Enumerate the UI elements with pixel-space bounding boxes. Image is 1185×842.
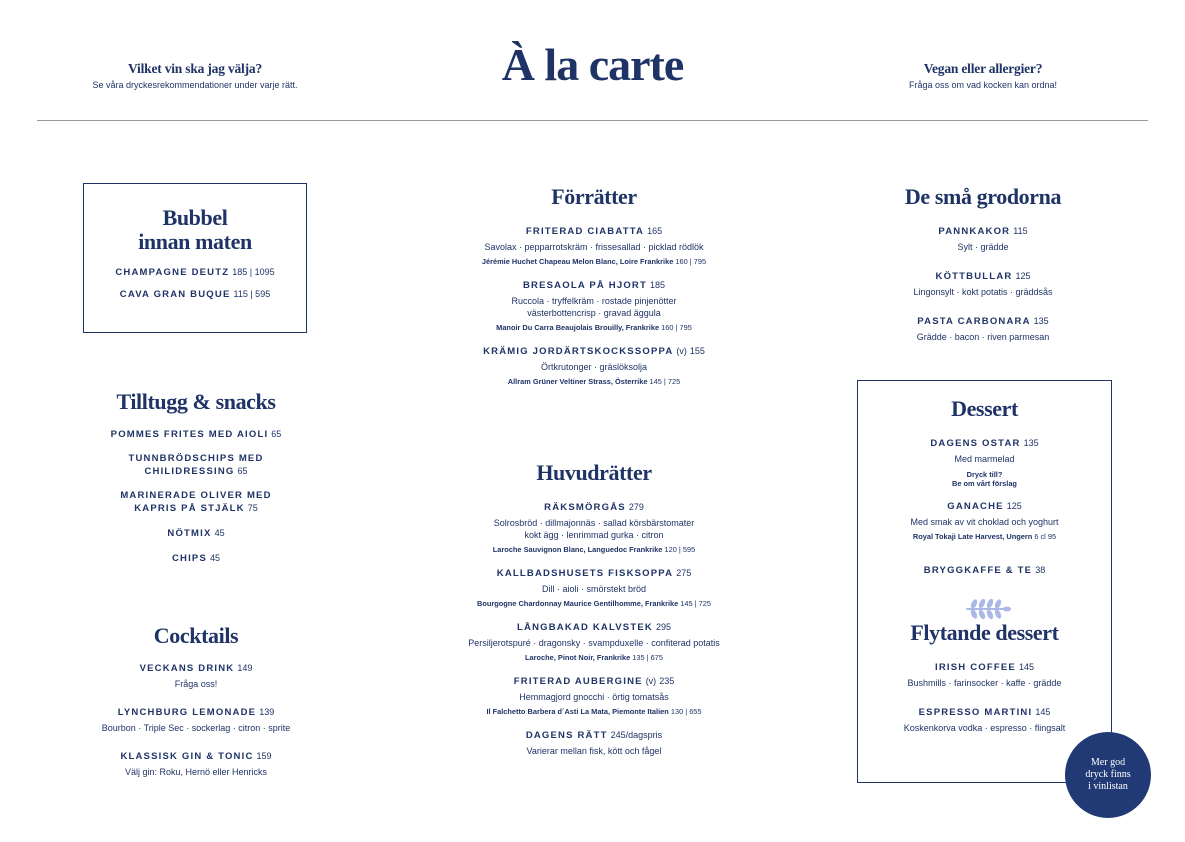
item-name: VECKANS DRINK — [139, 663, 235, 674]
page-title: À la carte — [501, 39, 684, 90]
header-divider — [37, 120, 1148, 121]
wine-pairing — [444, 707, 744, 717]
item-description: Dill · aioli · smörstekt bröd — [541, 584, 647, 594]
item-name: CHIPS — [171, 553, 208, 564]
item-name: PASTA CARBONARA — [917, 316, 1031, 327]
wine-price: 135 | 675 — [632, 653, 663, 662]
wine-pairing — [444, 599, 744, 609]
menu-item — [444, 621, 744, 663]
item-description: Bushmills · farinsocker · kaffe · grädde — [907, 678, 1062, 688]
item-price: 75 — [247, 503, 258, 513]
item-description: Hemmagjord gnocchi · örtig tomatsås — [519, 692, 669, 702]
menu-item — [444, 729, 744, 757]
wine-price: 160 | 795 — [675, 257, 707, 266]
wine-price: 120 | 595 — [664, 545, 696, 554]
item-name: KALLBADSHUSETS FISKSOPPA — [496, 568, 674, 579]
menu-item — [444, 567, 744, 609]
menu-item — [444, 225, 744, 267]
menu-item — [62, 490, 330, 515]
menu-item — [858, 437, 1111, 488]
wine-help-question: Vilket vin ska jag välja? — [127, 61, 262, 76]
item-name: KLASSISK GIN & TONIC — [120, 751, 254, 762]
menu-item — [848, 270, 1118, 298]
item-price: 279 — [628, 502, 644, 512]
menu-item — [62, 750, 330, 778]
menu-item — [858, 500, 1111, 542]
item-description: Varierar mellan fisk, kött och fågel — [526, 746, 662, 756]
item-name: IRISH COFFEE — [935, 662, 1016, 673]
wine-pairing — [444, 257, 744, 267]
item-price: 145 — [1018, 662, 1034, 672]
bubbel-title: Bubbel innan maten — [138, 205, 252, 254]
allergy-help-block — [853, 61, 1113, 90]
item-name: POMMES FRITES MED AIOLI — [110, 429, 269, 440]
huvudratter-section — [444, 461, 744, 769]
wine-pairing — [444, 323, 744, 333]
cocktails-title: Cocktails — [153, 623, 239, 648]
wine-pairing — [444, 377, 744, 387]
wine-name: Allram Grüner Veltiner Strass, Österrike — [507, 377, 648, 386]
menu-item — [848, 225, 1118, 253]
item-price: 139 — [259, 707, 275, 717]
item-price: 135 — [1033, 316, 1049, 326]
item-name: ESPRESSO MARTINI — [918, 707, 1033, 718]
allergy-help-sub: Fråga oss om vad kocken kan ordna! — [908, 80, 1058, 90]
item-price: 125 — [1015, 271, 1031, 281]
allergy-help-question: Vegan eller allergier? — [923, 61, 1043, 76]
item-price: 185 — [650, 280, 666, 290]
item-name: KRÄMIG JORDÄRTSKOCKSSOPPA — [483, 346, 674, 357]
menu-item — [444, 675, 744, 717]
dessert-title: Dessert — [951, 396, 1018, 421]
item-name: TUNNBRÖDSCHIPS MED — [128, 453, 264, 464]
item-description: Persiljerotspuré · dragonsky · svampduxelle · confiterad potatis — [468, 638, 720, 648]
item-price: 155 — [689, 346, 705, 356]
item-name: RÄKSMÖRGÅS — [544, 502, 626, 513]
menu-item — [444, 501, 744, 555]
menu-item — [858, 564, 1111, 577]
item-description: Med smak av vit choklad och yoghurt — [910, 517, 1059, 527]
wine-list-badge: Mer god dryck finns i vinlistan — [1065, 732, 1151, 818]
item-name: CHILIDRESSING — [144, 466, 235, 477]
item-name: BRYGGKAFFE & TE — [923, 565, 1033, 576]
menu-item — [62, 662, 330, 690]
item-name: FRITERAD AUBERGINE — [513, 676, 643, 687]
item-price: 115 — [1013, 226, 1028, 236]
item-description: kokt ägg · lenrimmad gurka · citron — [524, 530, 664, 540]
wine-name: Laroche, Pinot Noir, Frankrike — [525, 653, 631, 662]
item-description: Grädde · bacon · riven parmesan — [916, 332, 1050, 342]
item-description: Sylt · grädde — [957, 242, 1009, 252]
menu-item — [84, 266, 306, 279]
wine-price: 145 | 725 — [680, 599, 711, 608]
item-price: 115 | 595 — [233, 289, 271, 299]
menu-item — [444, 345, 744, 387]
item-name: FRITERAD CIABATTA — [525, 226, 645, 237]
menu-item — [858, 661, 1111, 689]
wine-pairing — [858, 532, 1111, 542]
drink-note: Be om vårt förslag — [952, 479, 1017, 488]
cocktails-section — [62, 624, 330, 790]
wine-name: Manoir Du Carra Beaujolais Brouilly, Frankrike — [496, 323, 660, 332]
item-description: Savolax · pepparrotskräm · frissesallad · picklad rödlök — [484, 242, 704, 252]
item-name: MARINERADE OLIVER MED — [120, 490, 272, 501]
item-name: CAVA GRAN BUQUE — [119, 289, 231, 300]
wine-price: 145 | 725 — [649, 377, 681, 386]
item-description: Fråga oss! — [174, 679, 218, 689]
snacks-section — [62, 390, 330, 577]
item-price: 38 — [1035, 565, 1046, 575]
item-description: Koskenkorva vodka · espresso · flingsalt — [903, 723, 1066, 733]
item-description: Örtkrutonger · gräslöksolja — [540, 362, 648, 372]
menu-item — [62, 428, 330, 441]
item-name: BRESAOLA PÅ HJORT — [522, 280, 647, 291]
wine-price: 160 | 795 — [661, 323, 692, 332]
item-name: LYNCHBURG LEMONADE — [117, 707, 257, 718]
item-price: 45 — [214, 528, 225, 538]
item-price: 235 — [659, 676, 675, 686]
item-name: DAGENS RÄTT — [525, 730, 608, 741]
leaf-ornament-icon — [964, 598, 1012, 620]
item-name: NÖTMIX — [167, 528, 212, 539]
item-price: 159 — [256, 751, 272, 761]
item-description: västerbottencrisp · gravad äggula — [527, 308, 661, 318]
item-price: 275 — [676, 568, 692, 578]
wine-pairing — [444, 653, 744, 663]
wine-name: Jérémie Huchet Chapeau Melon Blanc, Loire Frankrike — [481, 257, 674, 266]
menu-item — [62, 706, 330, 734]
item-price: 245/dagspris — [610, 730, 663, 740]
item-description: Bourbon · Triple Sec · sockerlag · citron · sprite — [101, 723, 291, 733]
grodorna-title: De små grodorna — [904, 184, 1062, 209]
item-tag: (v) — [645, 676, 657, 686]
flytande-title: Flytande dessert — [910, 620, 1059, 645]
dessert-section — [857, 380, 1112, 783]
menu-item — [848, 315, 1118, 343]
huvudratter-title: Huvudrätter — [536, 460, 652, 485]
item-name: CHAMPAGNE DEUTZ — [115, 267, 230, 278]
item-description: Med marmelad — [954, 454, 1015, 464]
item-name: KÖTTBULLAR — [935, 271, 1013, 282]
menu-item — [62, 453, 330, 478]
menu-item — [444, 279, 744, 333]
menu-item — [62, 552, 330, 565]
menu-item — [858, 706, 1111, 734]
item-description: Välj gin: Roku, Hernö eller Henricks — [124, 767, 268, 777]
menu-item — [84, 288, 306, 301]
grodorna-section — [848, 185, 1118, 355]
item-price: 185 | 1095 — [232, 267, 275, 277]
forratter-section — [444, 185, 744, 399]
wine-price: 130 | 655 — [670, 707, 702, 716]
item-price: 165 — [647, 226, 663, 236]
item-price: 135 — [1023, 438, 1039, 448]
item-name: KAPRIS PÅ STJÄLK — [134, 503, 245, 514]
drink-note: Dryck till? — [966, 470, 1003, 479]
snacks-title: Tilltugg & snacks — [116, 389, 276, 414]
wine-help-sub: Se våra dryckesrekommendationer under varje rätt. — [92, 80, 298, 90]
item-description: Lingonsylt · kokt potatis · gräddsås — [913, 287, 1053, 297]
wine-name: Bourgogne Chardonnay Maurice Gentilhomme, Frankrike — [477, 599, 679, 608]
item-description: Solrosbröd · dillmajonnäs · sallad körsbärstomater — [493, 518, 695, 528]
wine-name: Il Falchetto Barbera d´Asti La Mata, Piemonte Italien — [486, 707, 669, 716]
wine-name: Laroche Sauvignon Blanc, Languedoc Frankrike — [492, 545, 663, 554]
bubbel-section — [83, 183, 307, 333]
item-price: 295 — [655, 622, 671, 632]
wine-price: 6 cl 95 — [1034, 532, 1057, 541]
menu-item — [62, 527, 330, 540]
item-price: 45 — [210, 553, 221, 563]
item-price: 65 — [237, 466, 248, 476]
item-price: 125 — [1006, 501, 1022, 511]
item-name: LÅNGBAKAD KALVSTEK — [517, 622, 653, 633]
item-price: 149 — [237, 663, 253, 673]
wine-pairing — [444, 545, 744, 555]
item-price: 65 — [271, 429, 282, 439]
item-price: 145 — [1035, 707, 1051, 717]
item-name: PANNKAKOR — [938, 226, 1011, 237]
item-description: Ruccola · tryffelkräm · rostade pinjenötter — [511, 296, 677, 306]
item-tag: (v) — [676, 346, 687, 356]
forratter-title: Förrätter — [551, 184, 637, 209]
item-name: GANACHE — [947, 501, 1004, 512]
item-name: DAGENS OSTAR — [930, 438, 1021, 449]
wine-name: Royal Tokaji Late Harvest, Ungern — [912, 532, 1033, 541]
